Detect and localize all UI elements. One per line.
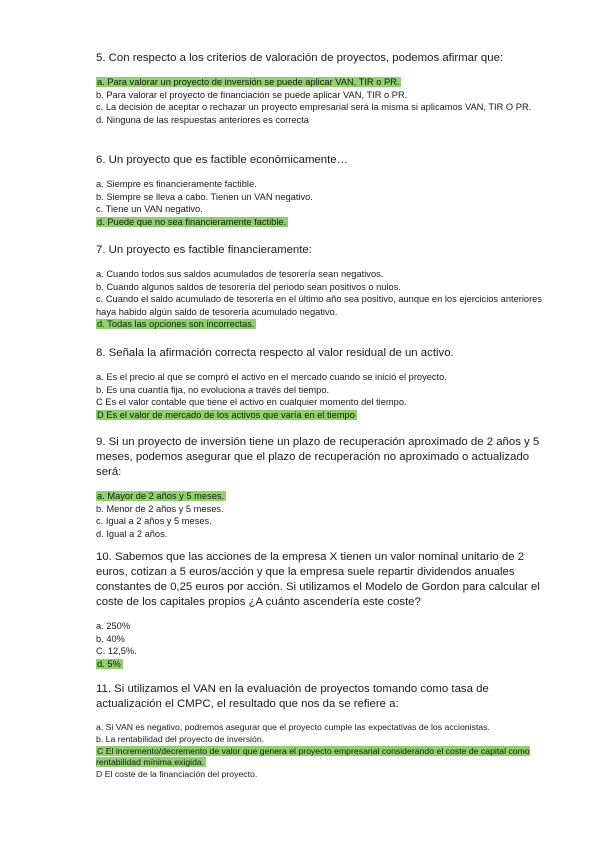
option-b: b. La rentabilidad del proyecto de inversión. [96, 733, 265, 744]
correct-answer-highlight: D Es el valor de mercado de los activos que varía en el tiempo [97, 409, 355, 420]
question-11 [96, 682, 546, 781]
option-c-correct [96, 746, 546, 770]
question-stem: 9. Si un proyecto de inversión tiene un plazo de recuperación aproximado de 2 años y 5 meses, podemos asegurar que el plazo de recuperación no aproximado o actualizado será: [96, 436, 540, 478]
option-d-correct [96, 658, 546, 671]
option-d-correct [96, 318, 546, 331]
option-c: C Es el valor contable que tiene el activo en cualquier momento del tiempo. [96, 397, 407, 408]
option-b: b. Es una cuantía fija, no evoluciona a través del tiempo. [96, 384, 330, 395]
option-a: a. Siempre es financieramente factible. [96, 179, 257, 189]
option-b: b. Menor de 2 años y 5 meses. [96, 503, 224, 514]
option-d: d. Ninguna de las respuestas anteriores es correcta [96, 114, 309, 125]
option-d: D El coste de la financiación del proyecto. [96, 769, 258, 780]
option-b: b. Siempre se lleva a cabo. Tienen un VAN negativo. [96, 191, 313, 202]
option-a: a. Cuando todos sus saldos acumulados de tesorería sean negativos. [96, 269, 384, 279]
option-c: C. 12,5%. [96, 646, 137, 657]
question-6 [96, 153, 546, 228]
question-stem: 7. Un proyecto es factible financieramente: [96, 244, 312, 256]
option-a-correct [96, 76, 546, 89]
option-c: c. La decisión de aceptar o rechazar un proyecto empresarial será la misma si aplicamos VAN, TIR O PR. [96, 102, 532, 113]
correct-answer-highlight: a. Para valorar un proyecto de inversión se puede aplicar VAN, TIR o PR. [97, 77, 400, 87]
option-a: a. Es el precio al que se compró el activo en el mercado cuando se inició el proyecto. [96, 372, 447, 382]
question-stem: 11. Si utilizamos el VAN en la evaluación de proyectos tomando como tasa de actualización el CMPC, el resultado que nos da se refiere a: [96, 683, 489, 710]
question-5 [96, 51, 546, 126]
question-7 [96, 243, 546, 331]
question-stem: 8. Señala la afirmación correcta respecto al valor residual de un activo. [96, 347, 454, 359]
option-c: c. Igual a 2 años y 5 meses. [96, 516, 212, 527]
option-b: b. 40% [96, 633, 125, 644]
option-b: b. Para valorar el proyecto de financiación se puede aplicar VAN, TIR o PR. [96, 89, 408, 100]
correct-answer-highlight: d. Puede que no sea financieramente factible. [97, 216, 287, 227]
question-stem: 10. Sabemos que las acciones de la empresa X tienen un valor nominal unitario de 2 euros, cotizan a 5 euros/acción y que la empresa suele repartir dividendos anuales constantes de 0,25 euros por acción. Si utilizamos el Modelo de Gordon para calcular el coste de los capitales propios ¿A cuánto ascendería este coste? [96, 551, 540, 608]
option-d-correct [96, 409, 546, 422]
option-c: c. Tiene un VAN negativo. [96, 204, 203, 215]
correct-answer-highlight: d. 5% [97, 658, 121, 669]
question-10 [96, 550, 546, 670]
question-stem: 5. Con respecto a los criterios de valoración de proyectos, podemos afirmar que: [96, 52, 504, 64]
option-a: a. Si VAN es negativo, podremos asegurar que el proyecto cumple las expectativas de los accionistas. [96, 722, 490, 732]
option-d: d. Igual a 2 años. [96, 528, 168, 539]
question-9 [96, 435, 546, 540]
question-8 [96, 346, 546, 421]
option-a-correct [96, 490, 546, 503]
correct-answer-highlight: a. Mayor de 2 años y 5 meses. [97, 491, 225, 501]
option-d-correct [96, 216, 546, 229]
correct-answer-highlight: d. Todas las opciones son incorrectas. [97, 319, 255, 330]
option-c: c. Cuando el saldo acumulado de tesorería en el último año sea positivo, aunque en los ejercicios anteriores haya habido algún saldo de tesorería acumulado negativo. [96, 294, 543, 317]
correct-answer-highlight: C El incremento/decremento de valor que genera el proyecto empresarial considerando el coste de capital como rentabilidad mínima exigida. [96, 745, 530, 768]
option-a: a. 250% [96, 621, 131, 631]
question-stem: 6. Un proyecto que es factible económicamente… [96, 154, 348, 166]
option-b: b. Cuando algunos saldos de tesorería del periodo sean positivos o nulos. [96, 281, 401, 292]
